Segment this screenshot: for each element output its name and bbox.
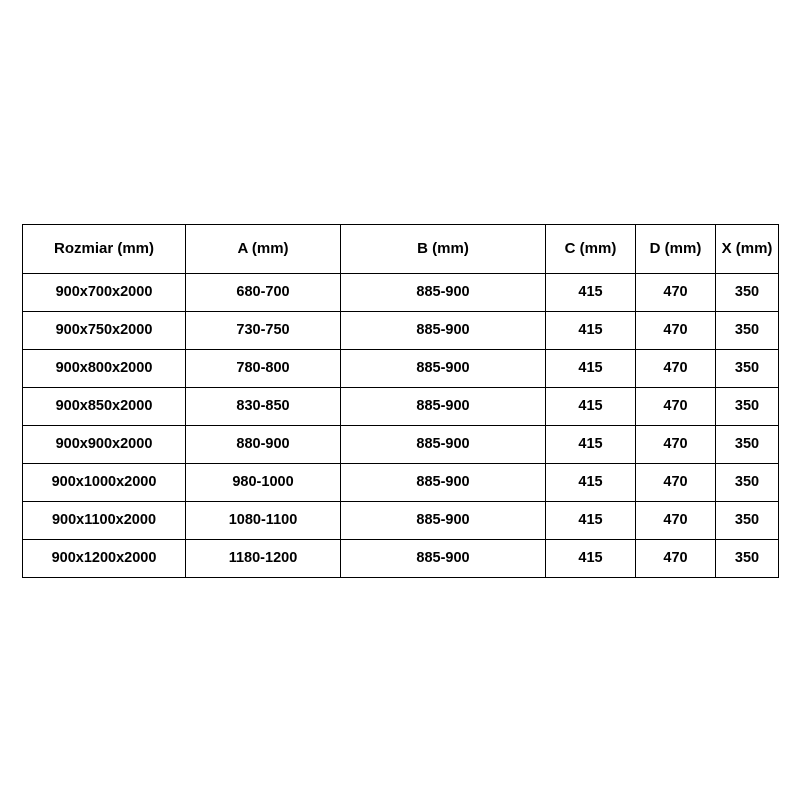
cell-c: 415 (546, 274, 636, 312)
cell-a: 1080-1100 (186, 502, 341, 540)
table-row (23, 312, 779, 350)
cell-d: 470 (636, 274, 716, 312)
cell-x: 350 (716, 388, 779, 426)
cell-c: 415 (546, 350, 636, 388)
cell-rozmiar: 900x1000x2000 (23, 464, 186, 502)
cell-x: 350 (716, 426, 779, 464)
cell-a: 980-1000 (186, 464, 341, 502)
cell-a: 730-750 (186, 312, 341, 350)
cell-c: 415 (546, 464, 636, 502)
cell-x: 350 (716, 502, 779, 540)
cell-x: 350 (716, 274, 779, 312)
column-header-a: A (mm) (186, 225, 341, 274)
table-row (23, 426, 779, 464)
cell-c: 415 (546, 540, 636, 578)
table-header-row (23, 225, 779, 274)
cell-rozmiar: 900x700x2000 (23, 274, 186, 312)
table-row (23, 274, 779, 312)
cell-d: 470 (636, 388, 716, 426)
column-header-d: D (mm) (636, 225, 716, 274)
cell-rozmiar: 900x800x2000 (23, 350, 186, 388)
cell-c: 415 (546, 388, 636, 426)
cell-d: 470 (636, 502, 716, 540)
cell-c: 415 (546, 312, 636, 350)
cell-x: 350 (716, 464, 779, 502)
cell-d: 470 (636, 426, 716, 464)
cell-b: 885-900 (341, 502, 546, 540)
table-body (23, 274, 779, 578)
cell-a: 830-850 (186, 388, 341, 426)
cell-b: 885-900 (341, 274, 546, 312)
table-header (23, 225, 779, 274)
cell-c: 415 (546, 426, 636, 464)
table-row (23, 388, 779, 426)
cell-a: 1180-1200 (186, 540, 341, 578)
cell-rozmiar: 900x1100x2000 (23, 502, 186, 540)
specification-table (22, 224, 779, 578)
cell-rozmiar: 900x750x2000 (23, 312, 186, 350)
column-header-x: X (mm) (716, 225, 779, 274)
cell-c: 415 (546, 502, 636, 540)
specification-table-container (22, 224, 778, 578)
table-row (23, 540, 779, 578)
cell-rozmiar: 900x1200x2000 (23, 540, 186, 578)
column-header-c: C (mm) (546, 225, 636, 274)
cell-x: 350 (716, 312, 779, 350)
table-row (23, 350, 779, 388)
column-header-rozmiar: Rozmiar (mm) (23, 225, 186, 274)
cell-d: 470 (636, 312, 716, 350)
cell-b: 885-900 (341, 312, 546, 350)
cell-b: 885-900 (341, 540, 546, 578)
cell-a: 680-700 (186, 274, 341, 312)
column-header-b: B (mm) (341, 225, 546, 274)
cell-b: 885-900 (341, 464, 546, 502)
cell-d: 470 (636, 350, 716, 388)
cell-a: 780-800 (186, 350, 341, 388)
cell-b: 885-900 (341, 350, 546, 388)
cell-x: 350 (716, 350, 779, 388)
cell-b: 885-900 (341, 388, 546, 426)
cell-rozmiar: 900x850x2000 (23, 388, 186, 426)
table-row (23, 502, 779, 540)
cell-d: 470 (636, 464, 716, 502)
cell-b: 885-900 (341, 426, 546, 464)
cell-d: 470 (636, 540, 716, 578)
table-row (23, 464, 779, 502)
cell-x: 350 (716, 540, 779, 578)
cell-rozmiar: 900x900x2000 (23, 426, 186, 464)
cell-a: 880-900 (186, 426, 341, 464)
